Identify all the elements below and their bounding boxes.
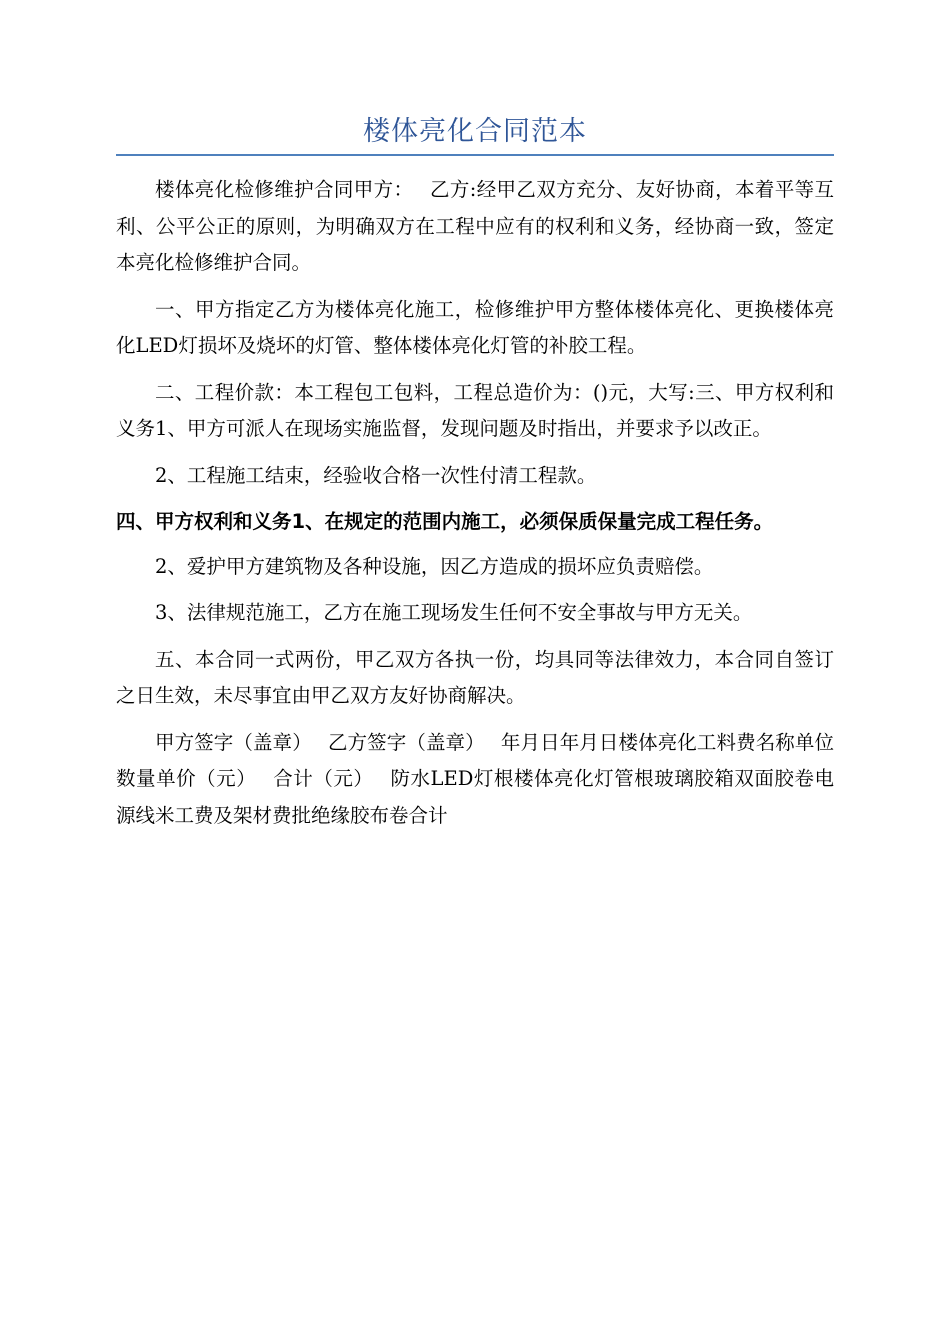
paragraph-clause-5: 五、本合同一式两份，甲乙双方各执一份，均具同等法律效力，本合同自签订之日生效，未尽事宜由甲乙双方友好协商解决。 xyxy=(116,647,834,707)
document-title: 楼体亮化合同范本 xyxy=(363,116,587,147)
paragraph-clause-4-item-3: 3、法律规范施工，乙方在施工现场发生任何不安全事故与甲方无关。 xyxy=(155,601,753,624)
paragraph-intro: 楼体亮化检修维护合同甲方： 乙方:经甲乙双方充分、友好协商，本着平等互利、公平公正的原则，为明确双方在工程中应有的权利和义务，经协商一致，签定本亮化检修维护合同。 xyxy=(116,178,834,274)
paragraph-clause-4-heading: 四、甲方权利和义务1、在规定的范围内施工，必须保质保量完成工程任务。 xyxy=(116,510,774,533)
paragraph-clause-2-item-2: 2、工程施工结束，经验收合格一次性付清工程款。 xyxy=(155,463,597,487)
document-body xyxy=(116,172,834,844)
paragraph-clause-2: 二、工程价款：本工程包工包料，工程总造价为：()元，大写:三、甲方权利和义务1、甲方可派人在现场实施监督，发现问题及时指出，并要求予以改正。 xyxy=(116,380,834,440)
paragraph-clause-4-item-2: 2、爱护甲方建筑物及各种设施，因乙方造成的损坏应负责赔偿。 xyxy=(155,554,714,578)
paragraph-signatures-and-materials: 甲方签字（盖章） 乙方签字（盖章） 年月日年月日楼体亮化工料费名称单位数量单价（元） 合计（元） 防水LED灯根楼体亮化灯管根玻璃胶箱双面胶卷电源线米工费及架材费批绝缘胶布卷合计 xyxy=(116,730,834,827)
paragraph-clause-1: 一、甲方指定乙方为楼体亮化施工，检修维护甲方整体楼体亮化、更换楼体亮化LED灯损坏及烧坏的灯管、整体楼体亮化灯管的补胶工程。 xyxy=(116,297,834,357)
title-underline xyxy=(116,154,834,156)
